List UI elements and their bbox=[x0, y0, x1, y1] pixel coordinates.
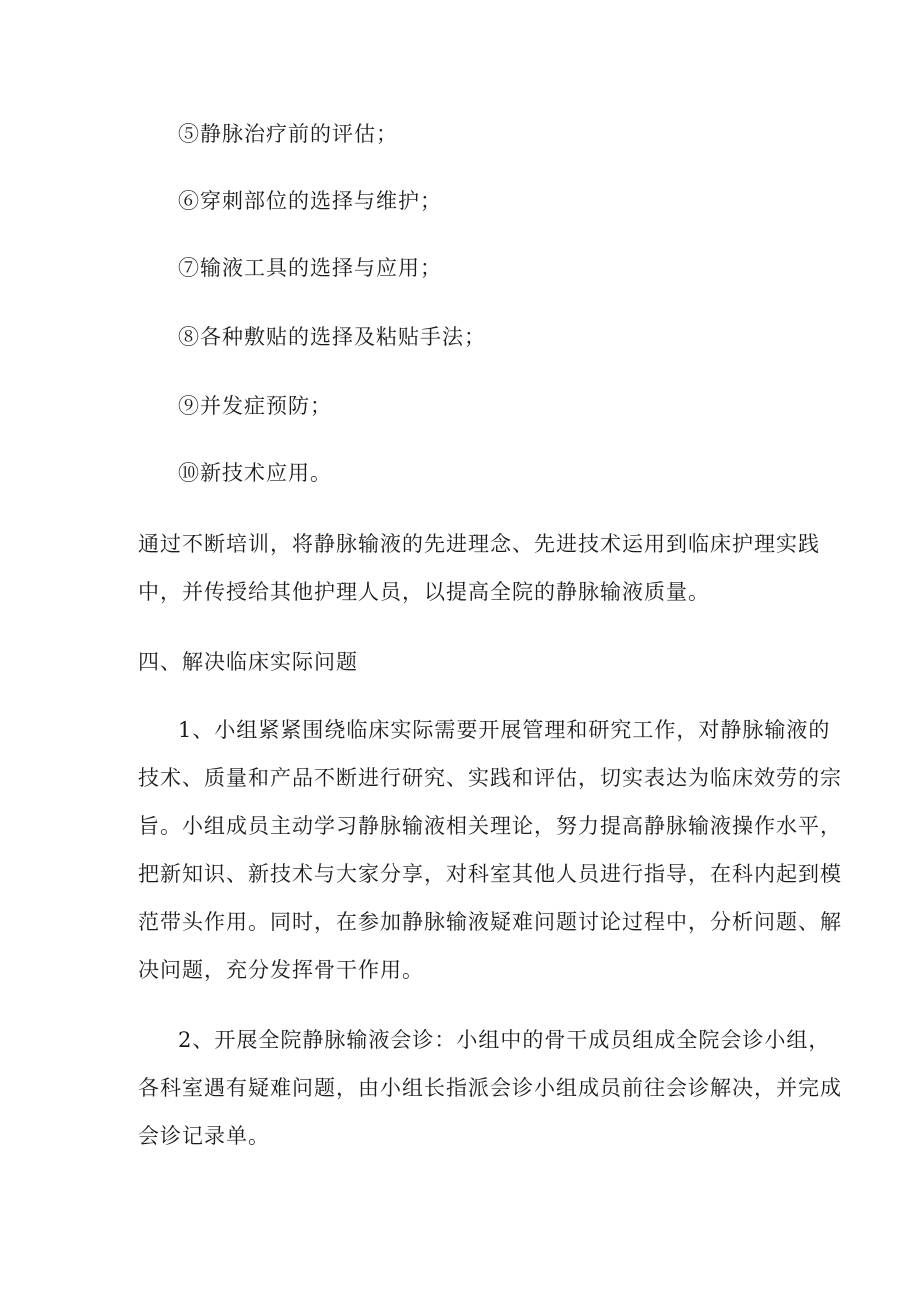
point-2-line: 2、开展全院静脉输液会诊：小组中的骨干成员组成全院会诊小组， bbox=[178, 1028, 831, 1052]
summary-paragraph-line: 中，并传授给其他护理人员，以提高全院的静脉输液质量。 bbox=[138, 580, 710, 604]
section-heading: 四、解决临床实际问题 bbox=[138, 650, 358, 674]
list-item: ⑨并发症预防； bbox=[178, 394, 332, 418]
summary-paragraph-line: 通过不断培训，将静脉输液的先进理念、先进技术运用到临床护理实践 bbox=[138, 532, 820, 556]
list-item: ⑩新技术应用。 bbox=[178, 461, 332, 485]
list-item: ⑧各种敷贴的选择及粘贴手法； bbox=[178, 325, 486, 349]
list-item: ⑤静脉治疗前的评估； bbox=[178, 122, 398, 146]
point-1-line: 技术、质量和产品不断进行研究、实践和评估，切实表达为临床效劳的宗 bbox=[138, 766, 842, 790]
point-1-line: 决问题，充分发挥骨干作用。 bbox=[138, 958, 424, 982]
list-item: ⑥穿刺部位的选择与维护； bbox=[178, 189, 442, 213]
point-2-line: 会诊记录单。 bbox=[138, 1124, 270, 1148]
point-1-line: 1、小组紧紧围绕临床实际需要开展管理和研究工作，对静脉输液的 bbox=[178, 718, 831, 742]
point-1-line: 范带头作用。同时，在参加静脉输液疑难问题讨论过程中，分析问题、解 bbox=[138, 910, 842, 934]
point-1-line: 把新知识、新技术与大家分享，对科室其他人员进行指导，在科内起到模 bbox=[138, 862, 842, 886]
point-1-line: 旨。小组成员主动学习静脉输液相关理论，努力提高静脉输液操作水平， bbox=[138, 814, 842, 838]
list-item: ⑦输液工具的选择与应用； bbox=[178, 256, 442, 280]
point-2-line: 各科室遇有疑难问题，由小组长指派会诊小组成员前往会诊解决，并完成 bbox=[138, 1076, 842, 1100]
